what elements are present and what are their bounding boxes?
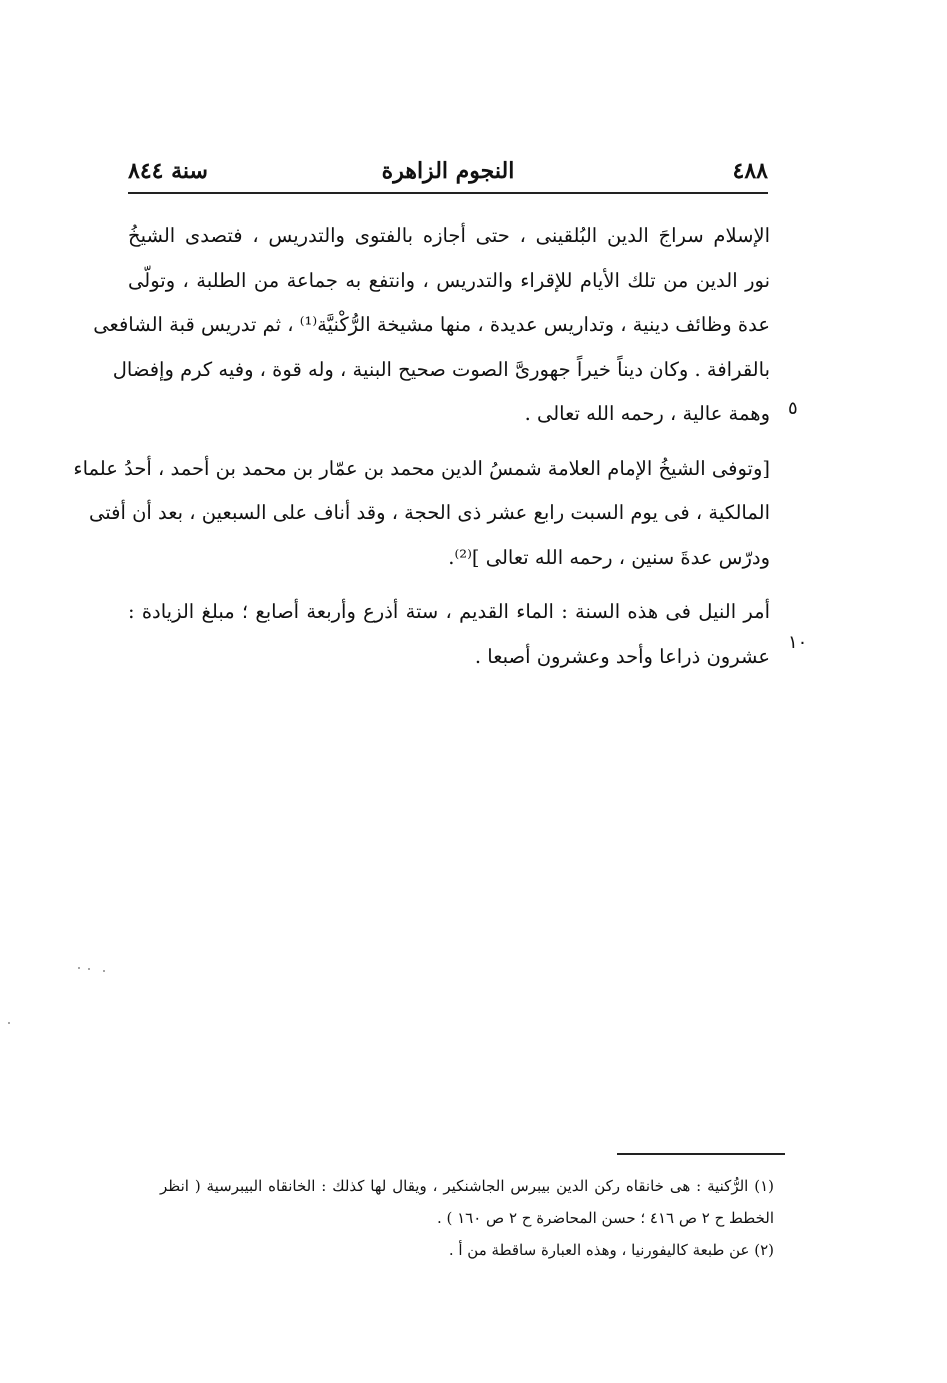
footnote-line: (١) الرُّكنية : هى خانقاه ركن الدين بيبرس الجاشنكير ، ويقال لها كذلك : الخانقاه البيبرسية ( انظر <box>160 1177 774 1195</box>
text-line: الإسلام سراجَ الدين البُلقينى ، حتى أجازه بالفتوى والتدريس ، فتصدى الشيخُ <box>128 224 770 247</box>
text-line: [وتوفى الشيخُ الإمام العلامة شمسُ الدين محمد بن عمّار بن محمد بن أحمد ، أحدُ علماء <box>73 456 770 480</box>
header-year: سنة ٨٤٤ <box>128 158 208 184</box>
text-line: ودرّس عدةَ سنين ، رحمه الله تعالى ]⁽²⁾. <box>448 545 770 569</box>
text-line: أمر النيل فى هذه السنة : الماء القديم ، ستة أذرع وأربعة أصابع ؛ مبلغ الزيادة : <box>128 600 770 623</box>
scan-speck <box>8 1022 10 1024</box>
line-marker-ten: ١٠ <box>788 632 808 653</box>
running-title: النجوم الزاهرة <box>381 158 515 184</box>
page-number: ٤٨٨ <box>732 158 768 184</box>
text-line: وهمة عالية ، رحمه الله تعالى . <box>524 402 770 425</box>
main-text <box>73 214 770 679</box>
footnote-rule <box>617 1153 785 1155</box>
paragraph-scholar-nur-al-din <box>93 214 770 437</box>
text-line: بالقرافة . وكان ديناً خيراً جهورىَّ الصوت صحيح البنية ، وله قوة ، وفيه كرم وإفضال <box>112 357 770 381</box>
scan-speck <box>103 970 105 972</box>
line-marker-five: ٥ <box>788 398 798 419</box>
text-line: نور الدين من تلك الأيام للإقراء والتدريس ، وانتفع به جماعة من الطلبة ، وتولّى <box>128 268 770 292</box>
paragraph-shams-al-din <box>73 447 770 581</box>
header-rule <box>128 192 768 194</box>
scan-speck <box>88 968 90 970</box>
text-line: عدة وظائف دينية ، وتداريس عديدة ، منها مشيخة الرُّكْنيَّة⁽¹⁾ ، ثم تدريس قبة الشافعى <box>93 313 770 336</box>
footnote-line: الخطط ح ٢ ص ٤١٦ ؛ حسن المحاضرة ح ٢ ص ١٦٠ ) . <box>436 1209 774 1227</box>
running-header <box>128 152 768 192</box>
scan-speck <box>78 967 80 969</box>
text-line: عشرون ذراعا وأحد وعشرون أصبعا . <box>474 644 770 668</box>
footnotes <box>160 1170 774 1266</box>
footnote-line: (٢) عن طبعة كاليفورنيا ، وهذه العبارة ساقطة من أ . <box>448 1241 774 1259</box>
paragraph-nile-level <box>128 590 770 679</box>
text-line: المالكية ، فى يوم السبت رابع عشر ذى الحجة ، وقد أناف على السبعين ، بعد أن أفتى <box>89 501 770 524</box>
